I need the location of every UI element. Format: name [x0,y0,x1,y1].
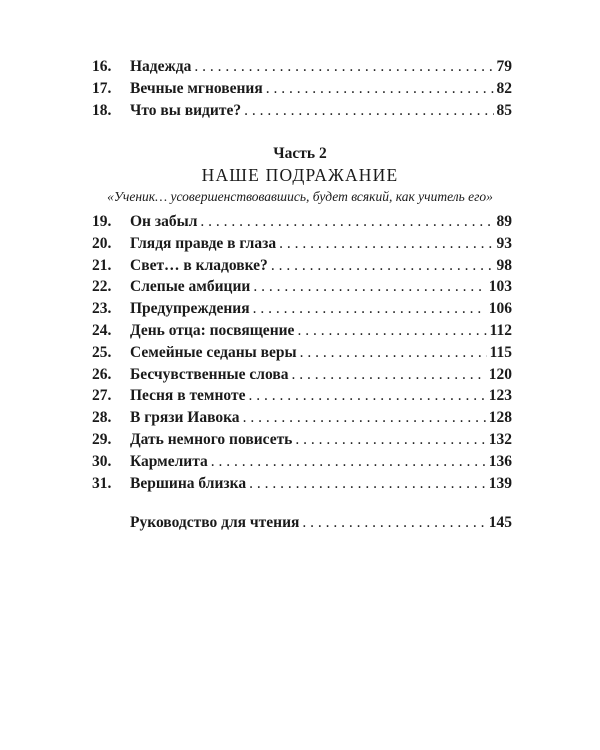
toc-entry-title: Вечные мгновения [130,79,263,97]
toc-entry[interactable] [92,235,512,257]
toc-entry-title: Глядя правде в глаза [130,234,277,252]
dot-leader [253,300,486,318]
toc-entry-page: 128 [488,409,512,427]
toc-entry-number: 21. [92,256,112,274]
toc-entry-page: 98 [496,256,512,274]
toc-entry-page: 123 [488,387,512,405]
toc-entry-title: В грязи Иавока [130,409,240,427]
toc-entry-title: Он забыл [130,213,198,230]
toc-entry-number: 16. [92,58,112,75]
toc-entry[interactable] [92,409,512,431]
part-title: НАШЕ ПОДРАЖАНИЕ [201,165,399,185]
toc-entry[interactable] [92,453,512,475]
toc-entry-page: 120 [488,365,512,383]
toc-entry-number: 17. [92,79,112,97]
toc-entry-reading-guide[interactable] [130,514,512,536]
toc-entry-title: Свет… в кладовке? [130,256,268,274]
toc-entry-title: Кармелита [130,452,208,470]
dot-leader [200,213,493,231]
toc-entry-title: Песня в темноте [130,387,246,405]
toc-entry-number: 28. [92,409,112,427]
dot-leader [194,58,493,76]
toc-entry-title: Семейные седаны веры [130,343,297,361]
toc-entry-title: Надежда [130,58,192,75]
toc-entry-page: 85 [496,101,512,119]
dot-leader [243,409,486,427]
toc-entry-page: 82 [496,79,512,97]
toc-entry-number: 19. [92,213,112,230]
toc-entry-page: 145 [488,514,512,531]
toc-entry-title: Вершина близка [130,474,247,492]
toc-entry-title: Предупреждения [130,300,250,318]
toc-entry-number: 30. [92,452,112,470]
toc-entry[interactable] [92,322,512,344]
dot-leader [244,102,493,120]
toc-entry[interactable] [92,257,512,279]
toc-entry[interactable] [92,366,512,388]
dot-leader [295,431,485,449]
toc-entry[interactable] [92,431,512,453]
toc-entry-page: 115 [489,343,512,361]
toc-entry[interactable] [92,102,512,124]
toc-entry-number: 24. [92,321,112,339]
toc-entry-title: Дать немного повисеть [130,430,293,448]
toc-entry-title: День отца: посвящение [130,321,295,339]
toc-entry-number: 27. [92,387,112,405]
toc-entry[interactable] [92,475,512,497]
toc-entry-number: 25. [92,343,112,361]
dot-leader [291,366,485,384]
dot-leader [211,453,486,471]
toc-entry-number: 31. [92,474,112,492]
toc-entry[interactable] [92,80,512,102]
toc-entry[interactable] [92,58,512,80]
toc-entry-page: 93 [496,234,512,252]
toc-entry-number: 18. [92,101,112,119]
dot-leader [297,322,486,340]
dot-leader [302,514,485,532]
dot-leader [300,344,487,362]
toc-list-part2 [92,213,512,496]
toc-entry[interactable] [92,278,512,300]
toc-entry-page: 106 [488,300,512,318]
dot-leader [279,235,493,253]
dot-leader [266,80,494,98]
toc-entry-number: 20. [92,234,112,252]
dot-leader [249,475,486,493]
toc-entry-page: 103 [488,278,512,296]
toc-entry[interactable] [92,213,512,235]
toc-entry-title: Слепые амбиции [130,278,251,296]
toc-entry-title: Что вы видите? [130,101,242,119]
toc-entry-page: 136 [488,452,512,470]
toc-entry-number: 26. [92,365,112,383]
toc-entry[interactable] [92,300,512,322]
toc-entry-page: 79 [496,58,512,75]
toc-entry-title: Бесчувственные слова [130,365,289,383]
dot-leader [271,257,494,275]
toc-entry-number: 23. [92,300,112,318]
toc-entry-page: 132 [488,430,512,448]
toc-entry-number: 29. [92,430,112,448]
dot-leader [253,278,485,296]
toc-entry-number: 22. [92,278,112,296]
toc-entry-page: 139 [488,474,512,492]
toc-entry-title: Руководство для чтения [130,514,300,531]
toc-entry-page: 89 [496,213,512,230]
toc-entry-page: 112 [489,321,512,339]
toc-list-part1 [92,58,512,123]
part-epigraph: «Ученик… усовершенствовавшись, будет всякий, как учитель его» [107,189,493,204]
toc-entry[interactable] [92,387,512,409]
toc-guide-list [130,514,512,536]
toc-entry[interactable] [92,344,512,366]
part-label: Часть 2 [273,145,327,162]
dot-leader [248,387,485,405]
